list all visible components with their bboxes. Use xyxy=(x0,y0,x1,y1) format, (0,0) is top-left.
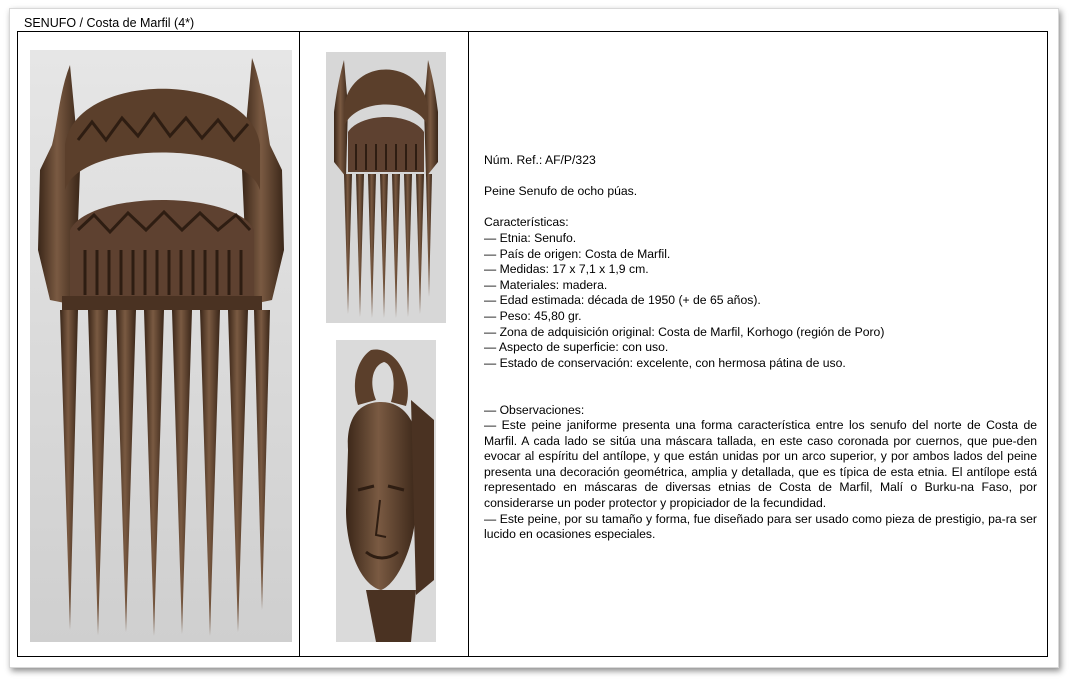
small-front-photo xyxy=(326,52,446,323)
characteristic-item: — Etnia: Senufo. xyxy=(484,230,577,245)
observations-paragraph-1: — Este peine janiforme presenta una forma característica entre los senufo del norte de Costa de Marfil. A cada lado se sitúa una máscara tallada, en este caso coronada por cuernos, que pue-den evocar al espíritu del antílope, y que están unidas por un arco superior, y por ambos lados del peine presenta una decoración geométrica, amplia y detallada, que es típica de esta etnia. El antílope está representado en máscaras de diversas etnias de Costa de Marfil, Malí o Burku-na Faso, por considerarse un poder protector y propiciador de la fecundidad. xyxy=(484,418,1037,511)
senufo-comb-front-photo-icon xyxy=(30,50,292,642)
characteristic-item: — Edad estimada: década de 1950 (+ de 65 años). xyxy=(484,293,761,308)
characteristic-item: — Aspecto de superficie: con uso. xyxy=(484,340,669,355)
characteristic-item: — Peso: 45,80 gr. xyxy=(484,308,582,323)
main-comb-photo xyxy=(30,50,292,642)
senufo-comb-side-mask-photo-icon xyxy=(336,340,436,642)
characteristic-item: — Zona de adquisición original: Costa de Marfil, Korhogo (región de Poro) xyxy=(484,324,885,339)
page-header-title: SENUFO / Costa de Marfil (4*) xyxy=(24,16,195,30)
senufo-comb-front-small-photo-icon xyxy=(326,52,446,323)
characteristic-item: — Estado de conservación: excelente, con hermosa pátina de uso. xyxy=(484,355,846,370)
column-divider-2 xyxy=(468,32,469,656)
catalog-page xyxy=(9,8,1059,668)
observations-title: — Observaciones: xyxy=(484,402,585,417)
characteristic-item: — Medidas: 17 x 7,1 x 1,9 cm. xyxy=(484,262,649,277)
summary-text: Peine Senufo de ocho púas. xyxy=(484,184,638,199)
characteristic-item: — País de origen: Costa de Marfil. xyxy=(484,246,671,261)
characteristics-title: Características: xyxy=(484,215,569,230)
small-side-photo xyxy=(336,340,436,642)
observations-paragraph-2: — Este peine, por su tamaño y forma, fue diseñado para ser usado como pieza de prestigio, pa-ra ser lucido en ocasiones especiales. xyxy=(484,511,1037,542)
reference-number: Núm. Ref.: AF/P/323 xyxy=(484,153,596,167)
catalog-table xyxy=(17,31,1048,657)
column-divider-1 xyxy=(299,32,300,656)
description-column xyxy=(476,32,1047,656)
characteristic-item: — Materiales: madera. xyxy=(484,277,608,292)
